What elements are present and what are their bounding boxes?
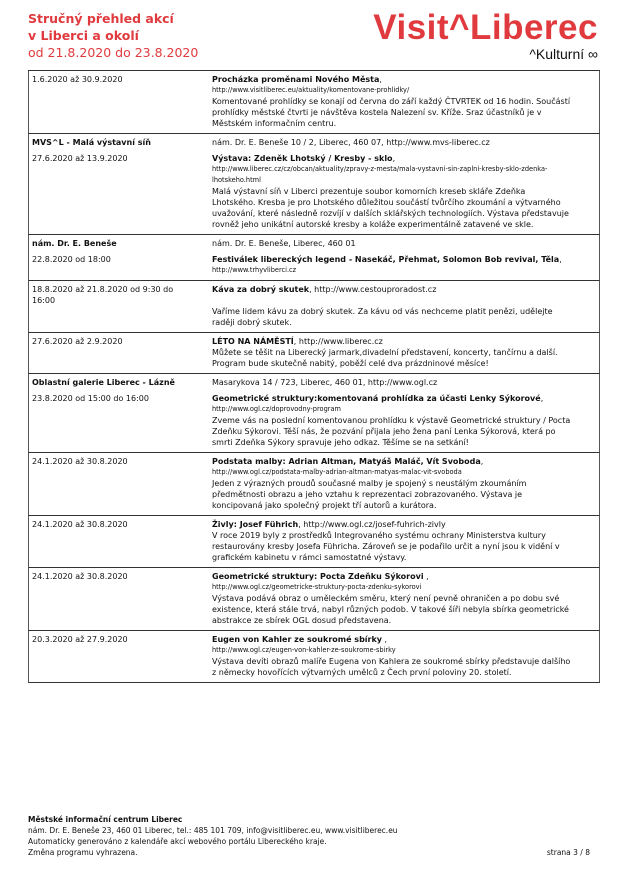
header-title-line2: v Liberci a okolí: [28, 28, 139, 43]
event-title-cell: [212, 284, 597, 295]
row-line: [29, 336, 599, 347]
blank-cell: [212, 295, 597, 306]
row-line: [29, 118, 599, 129]
blank-cell: [29, 582, 212, 593]
blank-cell: [29, 530, 212, 541]
event-title-cell: [212, 393, 597, 404]
row-line: [29, 208, 599, 219]
row-line: [29, 107, 599, 118]
row-line: [29, 175, 599, 186]
row-line: [29, 254, 599, 265]
blank-cell: [29, 358, 212, 369]
logo-main-text: Visit^Liberec: [373, 8, 598, 47]
page-footer: [28, 814, 600, 858]
blank-cell: [29, 415, 212, 426]
event-date: 24.1.2020 až 30.8.2020: [32, 457, 128, 466]
footer-org: Městské informační centrum Liberec: [28, 815, 183, 824]
event-title[interactable]: Výstava: Zdeněk Lhotský / Kresby - sklo: [212, 154, 393, 163]
event-title[interactable]: Geometrické struktury: Pocta Zdeňku Sýkorovi: [212, 572, 424, 581]
row-line: [29, 295, 599, 306]
venue-name: nám. Dr. E. Beneše: [32, 239, 117, 248]
event-title-suffix: ,: [480, 457, 484, 466]
event-title[interactable]: Geometrické struktury:komentovaná prohlídka za účasti Lenky Sýkorové: [212, 394, 541, 403]
footer-note-changes: Změna programu vyhrazena.: [28, 848, 138, 857]
row-line: [29, 656, 599, 667]
event-url[interactable]: http://www.liberec.cz/cz/obcan/aktuality/zpravy-z-mesta/mala-vystavni-sin-zaplni-kresby-sklo-zdenka-: [212, 165, 548, 173]
row-line: [29, 552, 599, 563]
row-line: [29, 265, 599, 276]
row-line: [29, 347, 599, 358]
event-title-cell: [212, 634, 597, 645]
event-title-cell: [212, 74, 597, 85]
event-title-suffix: , http://www.cestouproradost.cz: [309, 285, 437, 294]
row-line: [29, 478, 599, 489]
row-line: [29, 634, 599, 645]
row-line: [29, 541, 599, 552]
event-description: koncipovaná jako společný projekt tří autorů a kurátora.: [212, 501, 437, 510]
blank-cell: [29, 96, 212, 107]
event-url[interactable]: http://www.trhyvliberci.cz: [212, 266, 297, 274]
row-line: [29, 284, 599, 295]
header-title: [28, 10, 198, 61]
row-line: [29, 604, 599, 615]
blank-cell: [29, 347, 212, 358]
blank-cell: [29, 404, 212, 415]
event-description: existence, která stále trvá, nabyl různých podob. V takové šíři nebyla sbírka geometrické: [212, 605, 569, 614]
blank-cell: [29, 615, 212, 626]
event-date: 1.6.2020 až 30.9.2020: [32, 75, 123, 84]
event-description: Komentované prohlídky se konají od června do září každý ČTVRTEK od 16 hodin. Součástí: [212, 97, 571, 106]
row-line: [29, 437, 599, 448]
venue-address: Masarykova 14 / 723, Liberec, 460 01, http://www.ogl.cz: [212, 378, 438, 387]
event-date: 24.1.2020 až 30.8.2020: [32, 520, 128, 529]
row-line: [29, 153, 599, 164]
row-line: [29, 415, 599, 426]
event-description: raději dobrý skutek.: [212, 318, 292, 327]
blank-cell: [29, 667, 212, 678]
page-number: strana 3 / 8: [546, 848, 590, 857]
event-date: 23.8.2020 od 15:00 do 16:00: [32, 394, 149, 403]
event-description: uvažování, které následně rozvíjí v dalších sklářských technologiích. Výstava představuje: [212, 209, 569, 218]
event-description: grafickém kabinetu v rámci samostatné výstavy.: [212, 553, 407, 562]
venue-address: nám. Dr. E. Beneše, Liberec, 460 01: [212, 239, 356, 248]
row-line: [29, 85, 599, 96]
event-description: Malá výstavní síň v Liberci prezentuje soubor komorních kreseb skláře Zdeňka: [212, 187, 526, 196]
row-line: [29, 593, 599, 604]
row-line: [29, 393, 599, 404]
event-description: V roce 2019 byly z prostředků Integrovaného systému ochrany Ministerstva kultury: [212, 531, 546, 540]
event-row: [28, 333, 600, 374]
event-row: [28, 281, 600, 333]
blank-cell: [29, 175, 212, 186]
event-title-suffix: ,: [540, 394, 544, 403]
event-title-suffix: ,: [423, 572, 429, 581]
event-row: [28, 374, 600, 453]
event-url[interactable]: http://www.visitliberec.eu/aktuality/komentovane-prohlidky/: [212, 86, 410, 94]
row-line: [29, 219, 599, 230]
blank-cell: [29, 552, 212, 563]
event-row: [28, 516, 600, 568]
event-date: 22.8.2020 od 18:00: [32, 255, 111, 264]
logo-sub-text: ^Kulturní ∞: [529, 46, 598, 62]
event-url[interactable]: http://www.ogl.cz/eugen-von-kahler-ze-soukrome-sbirky: [212, 646, 396, 654]
event-description: abstrakce ze sbírek OGL dosud představena.: [212, 616, 392, 625]
event-row: [28, 631, 600, 683]
row-line: [29, 645, 599, 656]
event-row: [28, 134, 600, 235]
event-title-suffix: ,: [379, 75, 382, 84]
row-line: [29, 96, 599, 107]
blank-cell: [29, 85, 212, 96]
blank-cell: [29, 306, 212, 317]
row-line: [29, 164, 599, 175]
row-line: [29, 467, 599, 478]
event-date: 27.6.2020 až 13.9.2020: [32, 154, 128, 163]
blank-cell: [29, 604, 212, 615]
row-line: [29, 238, 599, 249]
row-line: [29, 197, 599, 208]
event-description: Výstava devíti obrazů malíře Eugena von Kahlera ze soukromé sbírky představuje dalšího: [212, 657, 571, 666]
event-description: Vaříme lidem kávu za dobrý skutek. Za kávu od vás nechceme platit penězi, udělejte: [212, 307, 553, 316]
event-date: 20.3.2020 až 27.9.2020: [32, 635, 128, 644]
event-row: [28, 568, 600, 631]
header-title-line1: Stručný přehled akcí: [28, 11, 174, 26]
event-title-suffix: ,: [382, 635, 388, 644]
blank-cell: [29, 437, 212, 448]
blank-cell: [29, 645, 212, 656]
event-description: smrti Zdeňka Sýkory spravuje jeho odkaz. Těšíme se na setkání!: [212, 438, 469, 447]
blank-cell: [29, 467, 212, 478]
header-date-range: od 21.8.2020 do 23.8.2020: [28, 45, 199, 60]
row-line: [29, 456, 599, 467]
event-date: 24.1.2020 až 30.8.2020: [32, 572, 128, 581]
row-line: [29, 530, 599, 541]
event-title[interactable]: Podstata malby: Adrian Altman, Matyáš Maláč, Vít Svoboda: [212, 457, 481, 466]
row-line: [29, 306, 599, 317]
event-url[interactable]: http://www.ogl.cz/podstata-malby-adrian-altman-matyas-malac-vit-svoboda: [212, 468, 462, 476]
blank-cell: [29, 208, 212, 219]
event-title-cell: [212, 519, 597, 530]
event-description: předmětnosti obrazu a jeho vztahu k reprezentaci zobrazovaného. Výstava je: [212, 490, 523, 499]
blank-cell: [29, 656, 212, 667]
row-line: [29, 667, 599, 678]
event-description: Výstava podává obraz o uměleckém směru, který není pevně ohraničen a po dobu své: [212, 594, 560, 603]
venue-name: MVS^L - Malá výstavní síň: [32, 138, 151, 147]
event-title[interactable]: Eugen von Kahler ze soukromé sbírky: [212, 635, 383, 644]
event-title[interactable]: Káva za dobrý skutek: [212, 285, 310, 294]
event-title[interactable]: Živly: Josef Führich: [212, 520, 299, 529]
blank-cell: [29, 593, 212, 604]
event-title[interactable]: Festiválek libereckých legend - Nasekáč, Přehmat, Solomon Bob revival, Těla: [212, 255, 560, 264]
events-table: [28, 70, 600, 683]
event-date-cont: 16:00: [32, 296, 56, 305]
event-url[interactable]: lhotskeho.html: [212, 176, 261, 184]
row-line: [29, 615, 599, 626]
row-line: [29, 186, 599, 197]
event-title-suffix: ,: [392, 154, 396, 163]
row-line: [29, 377, 599, 388]
row-line: [29, 582, 599, 593]
blank-cell: [29, 500, 212, 511]
event-title[interactable]: Procházka proměnami Nového Města: [212, 75, 380, 84]
event-title-suffix: , http://www.ogl.cz/josef-fuhrich-zivly: [298, 520, 446, 529]
event-description: Jeden z výrazných proudů současné malby je spojený s neustálým zkoumáním: [212, 479, 527, 488]
event-title-suffix: ,: [559, 255, 562, 264]
event-description: Zveme vás na poslední komentovanou prohlídku k výstavě Geometrické struktury / Pocta: [212, 416, 571, 425]
event-description: Můžete se těšit na Liberecký jarmark,divadelní představení, koncerty, tančírnu a další.: [212, 348, 558, 357]
row-line: [29, 317, 599, 328]
venue-address: nám. Dr. E. Beneše 10 / 2, Liberec, 460 07, http://www.mvs-liberec.cz: [212, 138, 490, 147]
event-description: Lhotského. Kresba je pro Lhotského důležitou součástí tvůrčího zkoumání a výtvarného: [212, 198, 561, 207]
row-line: [29, 404, 599, 415]
event-date: 18.8.2020 až 21.8.2020 od 9:30 do: [32, 285, 174, 294]
event-title[interactable]: LÉTO NA NÁMĚSTÍ: [212, 337, 294, 346]
blank-cell: [29, 219, 212, 230]
row-line: [29, 500, 599, 511]
event-description: restaurovány kresby Josefa Führicha. Zároveň se je podařilo určit a nyní jsou k vidění v: [212, 542, 560, 551]
blank-cell: [29, 317, 212, 328]
row-line: [29, 426, 599, 437]
blank-cell: [29, 107, 212, 118]
event-url[interactable]: http://www.ogl.cz/doprovodny-program: [212, 405, 341, 413]
event-title-cell: [212, 571, 597, 582]
row-line: [29, 358, 599, 369]
blank-cell: [29, 186, 212, 197]
page-header: [28, 10, 600, 68]
blank-cell: [29, 164, 212, 175]
event-title-suffix: , http://www.liberec.cz: [293, 337, 383, 346]
event-row: [28, 453, 600, 516]
visit-liberec-logo: [373, 10, 598, 62]
event-description: prohlídky městské čtvrti je návštěva kostela Nalezení sv. Kříže. Sraz účastníků je v: [212, 108, 542, 117]
event-title-cell: [212, 254, 597, 265]
footer-contact: nám. Dr. E. Beneše 23, 460 01 Liberec, tel.: 485 101 709, info@visitliberec.eu, www.visitliberec.eu: [28, 826, 398, 835]
row-line: [29, 571, 599, 582]
blank-cell: [29, 541, 212, 552]
event-title-cell: [212, 153, 597, 164]
event-description: Program bude skutečně nabitý, poběží celé dva prázdninové měsíce!: [212, 359, 489, 368]
event-title-cell: [212, 456, 597, 467]
row-line: [29, 74, 599, 85]
event-description: rovněž jeho unikátní autorské kresby a koláže experimentálně zatavené ve skle.: [212, 220, 534, 229]
event-row: [28, 71, 600, 134]
event-url[interactable]: http://www.ogl.cz/geometricke-struktury-pocta-zdenku-sykorovi: [212, 583, 422, 591]
blank-cell: [29, 197, 212, 208]
blank-cell: [29, 118, 212, 129]
blank-cell: [29, 426, 212, 437]
venue-name: Oblastní galerie Liberec - Lázně: [32, 378, 175, 387]
event-description: z německy hovořících výtvarných umělců z Čech první poloviny 20. století.: [212, 668, 512, 677]
blank-cell: [29, 489, 212, 500]
row-line: [29, 137, 599, 148]
event-row: [28, 235, 600, 281]
footer-note-generated: Automaticky generováno z kalendáře akcí webového portálu Libereckého kraje.: [28, 837, 327, 846]
event-date: 27.6.2020 až 2.9.2020: [32, 337, 123, 346]
blank-cell: [29, 478, 212, 489]
event-description: Zdeňku Sýkorovi. Těší nás, že pozvání přijala jeho žena paní Lenka Sýkorová, která po: [212, 427, 556, 436]
row-line: [29, 489, 599, 500]
row-line: [29, 519, 599, 530]
event-description: Městském informačním centru.: [212, 119, 337, 128]
event-title-cell: [212, 336, 597, 347]
blank-cell: [29, 265, 212, 276]
